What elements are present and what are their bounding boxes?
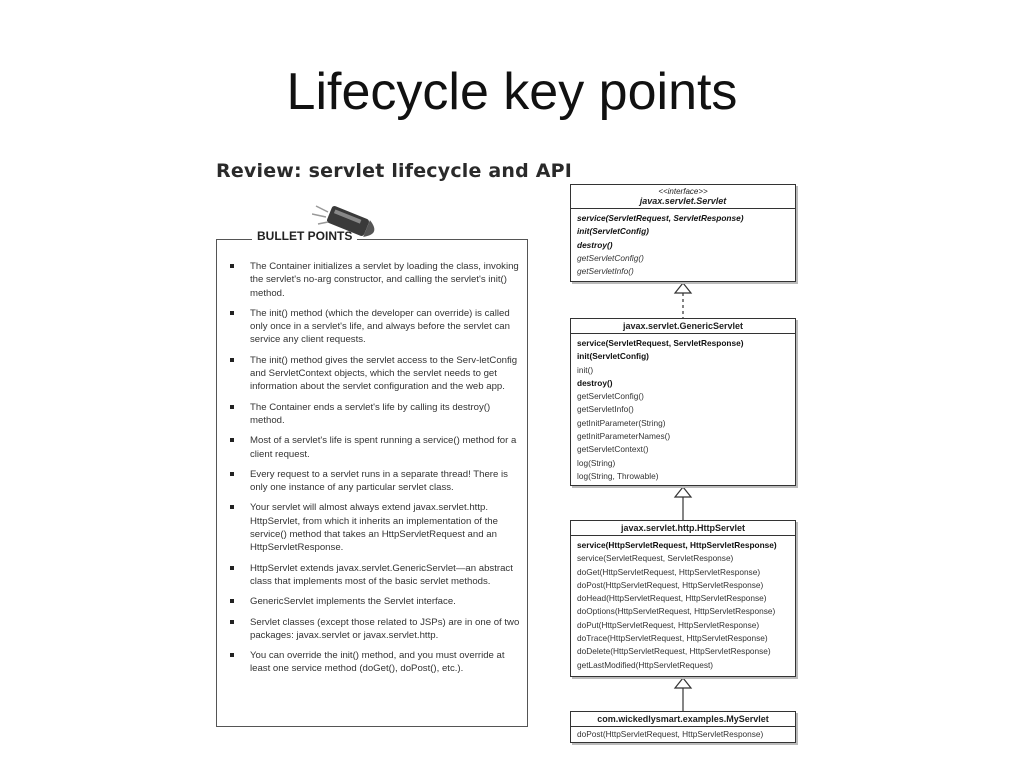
uml-method: getLastModified(HttpServletRequest) bbox=[577, 659, 714, 670]
uml-method: doOptions(HttpServletRequest, HttpServletResponse) bbox=[577, 606, 776, 617]
bullet-text: HttpServlet extends javax.servlet.GenericServlet—an abstract class that implements most of the basic servlet methods. bbox=[250, 562, 513, 587]
bullet-points-label: BULLET POINTS bbox=[252, 229, 357, 243]
uml-class-name: com.wickedlysmart.examples.MyServlet bbox=[597, 714, 769, 724]
uml-method: service(HttpServletRequest, HttpServletResponse) bbox=[577, 540, 777, 550]
uml-method-list bbox=[571, 727, 795, 744]
uml-method: getServletConfig() bbox=[577, 391, 644, 402]
uml-method: doGet(HttpServletRequest, HttpServletResponse) bbox=[577, 566, 761, 577]
slide-title: Lifecycle key points bbox=[286, 63, 738, 121]
uml-method: doHead(HttpServletRequest, HttpServletResponse) bbox=[577, 593, 767, 604]
uml-method: getInitParameterNames() bbox=[577, 431, 671, 442]
uml-method: init(ServletConfig) bbox=[577, 226, 649, 237]
bullet-text: You can override the init() method, and you must override at least one service method (doGet(), doPost(), etc.). bbox=[250, 650, 505, 675]
uml-method: doTrace(HttpServletRequest, HttpServletResponse) bbox=[577, 633, 768, 644]
uml-method-list bbox=[571, 536, 795, 675]
uml-class-genericservlet bbox=[570, 318, 796, 486]
uml-class-myservlet bbox=[570, 711, 796, 743]
bullet-text: Most of a servlet's life is spent running a service() method for a client request. bbox=[250, 435, 517, 460]
bullet-text: The init() method (which the developer can override) is called only once in a servlet's life, and always before the servlet can service any client requests. bbox=[250, 307, 510, 346]
uml-stereotype: <<interface>> bbox=[658, 187, 708, 196]
bullet-text: GenericServlet implements the Servlet interface. bbox=[250, 596, 456, 608]
uml-method: destroy() bbox=[577, 239, 613, 250]
uml-method: getInitParameter(String) bbox=[577, 417, 666, 428]
bullet-text: The Container initializes a servlet by loading the class, invoking the servlet's no-arg constructor, and calling the servlet's init() method. bbox=[250, 261, 519, 299]
uml-method: doDelete(HttpServletRequest, HttpServletResponse) bbox=[577, 646, 771, 657]
uml-method: getServletContext() bbox=[577, 444, 649, 455]
uml-method: destroy() bbox=[577, 377, 613, 388]
uml-class-header bbox=[571, 521, 795, 536]
uml-method: init() bbox=[577, 364, 594, 375]
uml-method: service(ServletRequest, ServletResponse) bbox=[577, 553, 734, 564]
bullet-text: Servlet classes (except those related to JSPs) are in one of two packages: javax.servlet or javax.servlet.http. bbox=[250, 616, 520, 641]
uml-class-name: javax.servlet.http.HttpServlet bbox=[620, 523, 746, 533]
uml-class-httpservlet bbox=[570, 520, 796, 677]
uml-method: log(String, Throwable) bbox=[577, 470, 659, 481]
uml-class-header bbox=[571, 185, 795, 209]
uml-method: service(ServletRequest, ServletResponse) bbox=[577, 338, 744, 348]
uml-method: getServletInfo() bbox=[577, 266, 634, 277]
bullet-text: Your servlet will almost always extend javax.servlet.http. HttpServlet, from which it inherits an implementation of the service() method that takes an HttpServletRequest and an HttpServletResponse. bbox=[250, 502, 498, 554]
uml-class-name: javax.servlet.GenericServlet bbox=[622, 321, 744, 331]
uml-class-header bbox=[571, 712, 795, 727]
bullet-text: The init() method gives the servlet access to the Serv-letConfig and ServletContext objects, which the servlet needs to get information about the servlet configuration and the web app. bbox=[250, 354, 518, 393]
uml-method-list bbox=[571, 334, 795, 486]
uml-class-name: javax.servlet.Servlet bbox=[639, 196, 727, 206]
inheritance-arrowhead-2 bbox=[675, 678, 691, 688]
inheritance-arrowhead-1 bbox=[675, 487, 691, 497]
uml-method: doPost(HttpServletRequest, HttpServletResponse) bbox=[577, 579, 764, 590]
realization-arrowhead bbox=[675, 283, 691, 293]
bullet-text: Every request to a servlet runs in a separate thread! There is only one instance of any particular servlet class. bbox=[250, 468, 508, 494]
uml-method: doPut(HttpServletRequest, HttpServletResponse) bbox=[577, 619, 760, 630]
uml-method: getServletInfo() bbox=[577, 404, 634, 415]
uml-method: log(String) bbox=[577, 457, 616, 468]
review-heading: Review: servlet lifecycle and API bbox=[216, 160, 573, 182]
uml-method: getServletConfig() bbox=[577, 252, 644, 263]
uml-method: init(ServletConfig) bbox=[577, 351, 649, 362]
uml-method-list bbox=[571, 209, 795, 281]
uml-class-header bbox=[571, 319, 795, 334]
uml-method: service(ServletRequest, ServletResponse) bbox=[577, 213, 744, 223]
uml-method: doPost(HttpServletRequest, HttpServletResponse) bbox=[577, 729, 764, 739]
uml-class-servlet bbox=[570, 184, 796, 282]
bullet-text: The Container ends a servlet's life by calling its destroy() method. bbox=[250, 401, 491, 426]
